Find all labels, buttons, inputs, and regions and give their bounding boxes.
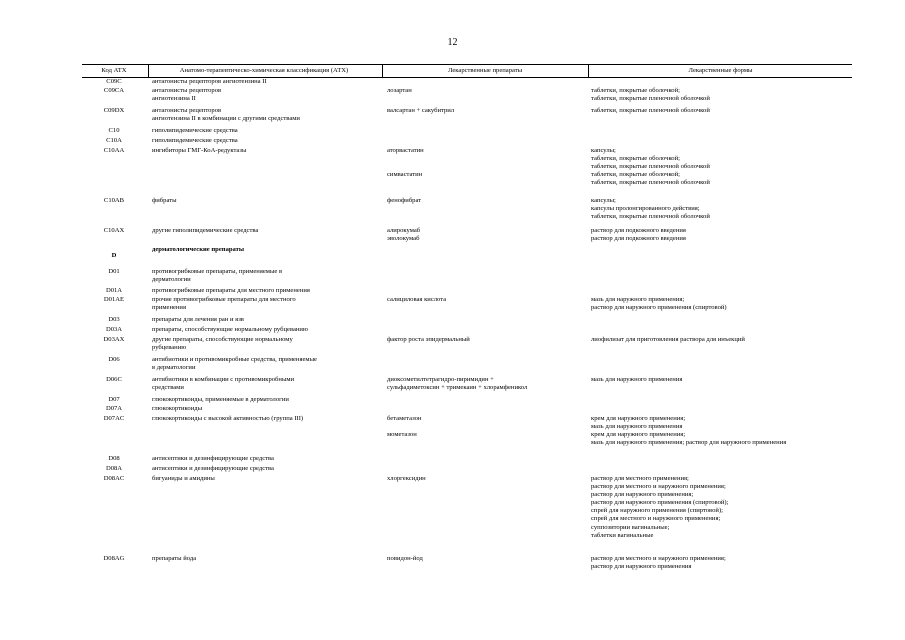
cell-drugs: [387, 147, 587, 179]
cell-line: повидон-йод: [387, 555, 423, 562]
cell-forms: [591, 296, 853, 312]
cell-line: дерматологии: [152, 276, 191, 284]
cell-line: препараты, способствующие нормальному рубцеванию: [152, 326, 308, 333]
cell-code: D06: [108, 356, 120, 363]
cell-line: мазь для наружного применения: [591, 376, 683, 383]
cell-code: D: [111, 252, 117, 259]
cell-drugs: [387, 227, 587, 243]
cell-line: антибиотики в комбинации с противомикробными: [152, 376, 295, 383]
cell-drugs: [387, 197, 587, 205]
cell-drugs: [387, 415, 587, 439]
cell-line: спрей для местного и наружного применения;: [591, 515, 721, 523]
cell-cls: [152, 147, 382, 155]
cell-code: C09CA: [103, 87, 125, 94]
cell-line: капсулы;: [591, 147, 616, 154]
cell-line: крем для наружного применения;: [591, 415, 686, 422]
cell-cls: [152, 137, 382, 145]
cell-line: раствор для местного применения;: [591, 475, 689, 482]
cell-line: мометазон: [387, 431, 417, 439]
cell-cls: [152, 396, 382, 404]
cell-line: таблетки, покрытые пленочной оболочкой: [591, 95, 710, 103]
cell-line: раствор для местного и наружного применения;: [591, 483, 726, 491]
cell-line: гиполипидемические средства: [152, 137, 238, 144]
cell-forms: [591, 555, 853, 571]
cell-line: другие препараты, способствующие нормальному: [152, 336, 293, 343]
cell-cls: [152, 376, 382, 392]
cell-line: мазь для наружного применения;: [591, 296, 685, 303]
cell-line: капсулы пролонгированного действия;: [591, 205, 700, 213]
cell-line: применения: [152, 304, 186, 312]
cell-line: дерматологические препараты: [152, 246, 245, 253]
cell-line: эволокумаб: [387, 235, 420, 243]
cell-code: D01: [108, 268, 120, 275]
cell-line: [387, 163, 587, 171]
cell-line: таблетки, покрытые оболочкой;: [591, 87, 680, 94]
cell-code: D01A: [105, 287, 123, 294]
cell-cls: [152, 78, 382, 86]
cell-code: C10AB: [103, 197, 125, 204]
cell-code: D06C: [106, 376, 122, 383]
cell-line: таблетки, покрытые пленочной оболочкой: [591, 107, 710, 114]
cell-line: таблетки, покрытые оболочкой;: [591, 155, 680, 163]
cell-line: антисептики и дезинфицирующие средства: [152, 455, 274, 462]
cell-drugs: [387, 336, 587, 344]
cell-line: фибраты: [152, 197, 177, 204]
cell-code: C10A: [106, 137, 122, 144]
cell-code: D08A: [105, 465, 123, 472]
cell-cls: [152, 465, 382, 473]
cell-line: глюкокортикоиды: [152, 405, 203, 412]
cell-line: антисептики и дезинфицирующие средства: [152, 465, 274, 472]
cell-line: таблетки, покрытые пленочной оболочкой: [591, 163, 710, 171]
cell-line: хлоргексидин: [387, 475, 426, 482]
cell-code: C10: [108, 127, 120, 134]
cell-line: раствор для наружного применения (спиртовой);: [591, 499, 729, 507]
cell-cls: [152, 405, 382, 413]
cell-cls: [152, 296, 382, 312]
cell-code: D07A: [105, 405, 123, 412]
cell-code: D08AC: [103, 475, 125, 482]
cell-cls: [152, 197, 382, 205]
header-forms: Лекарственные формы: [688, 67, 753, 74]
cell-cls: [152, 127, 382, 135]
cell-code: D03A: [105, 326, 123, 333]
cell-line: таблетки, покрытые пленочной оболочкой: [591, 179, 710, 187]
cell-forms: [591, 87, 853, 103]
cell-drugs: [387, 107, 587, 115]
cell-line: рубцеванию: [152, 344, 187, 352]
cell-line: раствор для местного и наружного применения;: [591, 555, 726, 562]
cell-line: противогрибковые препараты для местного применения: [152, 287, 310, 294]
cell-line: ангиотензина II в комбинации с другими средствами: [152, 115, 300, 123]
cell-line: раствор для подкожного введения: [591, 235, 686, 243]
cell-forms: [591, 336, 853, 344]
cell-cls: [152, 415, 382, 423]
cell-drugs: [387, 475, 587, 483]
cell-line: валсартан + сакубитрил: [387, 107, 455, 114]
cell-forms: [591, 147, 853, 187]
cell-cls: [152, 246, 382, 254]
cell-cls: [152, 287, 382, 295]
cell-line: антибиотики и противомикробные средства, применяемые: [152, 356, 317, 363]
cell-forms: [591, 197, 853, 221]
cell-forms: [591, 475, 853, 540]
cell-line: салициловая кислота: [387, 296, 447, 303]
cell-code: D07AC: [103, 415, 125, 422]
cell-code: C09C: [106, 78, 122, 85]
cell-line: средствами: [152, 384, 184, 392]
cell-cls: [152, 326, 382, 334]
cell-drugs: [387, 376, 587, 392]
cell-line: препараты для лечения ран и язв: [152, 316, 244, 323]
cell-drugs: [387, 87, 587, 95]
cell-code: D08: [108, 455, 120, 462]
cell-line: бигуаниды и амидины: [152, 475, 215, 482]
header-classification: Анатомо-терапевтическо-химическая классификация (АТХ): [179, 67, 349, 74]
cell-line: таблетки вагинальные: [591, 531, 654, 539]
cell-line: препараты йода: [152, 555, 197, 562]
cell-code: D01AE: [103, 296, 125, 303]
cell-line: другие гиполипидемические средства: [152, 227, 259, 234]
cell-cls: [152, 268, 382, 284]
cell-forms: [591, 415, 853, 447]
cell-cls: [152, 87, 382, 103]
cell-code: D07: [108, 396, 120, 403]
cell-line: лиофилизат для приготовления раствора для инъекций: [591, 336, 745, 343]
cell-line: [387, 155, 587, 163]
cell-line: гиполипидемические средства: [152, 127, 238, 134]
cell-line: глюкокортикоиды с высокой активностью (группа III): [152, 415, 304, 422]
cell-cls: [152, 455, 382, 463]
cell-line: глюкокортикоиды, применяемые в дерматологии: [152, 396, 289, 403]
cell-line: крем для наружного применения;: [591, 431, 686, 439]
cell-forms: [591, 107, 853, 115]
cell-line: бетаметазон: [387, 415, 422, 422]
cell-line: раствор для наружного применения: [591, 563, 692, 571]
cell-cls: [152, 107, 382, 123]
cell-line: аторвастатин: [387, 147, 424, 154]
page-number: 12: [447, 37, 458, 48]
cell-line: в дерматологии: [152, 364, 196, 372]
cell-line: противогрибковые препараты, применяемые в: [152, 268, 283, 275]
cell-line: раствор для наружного применения (спиртовой): [591, 304, 727, 312]
cell-line: прочие противогрибковые препараты для местного: [152, 296, 296, 303]
header-code: Код АТХ: [101, 67, 127, 74]
cell-line: таблетки, покрытые оболочкой;: [591, 171, 680, 179]
cell-line: [387, 423, 587, 431]
cell-cls: [152, 555, 382, 563]
cell-forms: [591, 376, 853, 384]
cell-line: таблетки, покрытые пленочной оболочкой: [591, 213, 710, 221]
cell-line: ингибиторы ГМГ-КоА-редуктазы: [152, 147, 247, 154]
cell-cls: [152, 336, 382, 352]
cell-line: мазь для наружного применения: [591, 423, 683, 431]
cell-code: D08AG: [103, 555, 125, 562]
cell-line: симвастатин: [387, 171, 423, 179]
cell-drugs: [387, 555, 587, 563]
cell-cls: [152, 227, 382, 235]
cell-code: C09DX: [103, 107, 125, 114]
cell-line: фенофибрат: [387, 197, 422, 204]
cell-line: сульфадиметоксин + тримекаин + хлорамфеникол: [387, 384, 528, 392]
cell-cls: [152, 475, 382, 483]
cell-cls: [152, 356, 382, 372]
cell-line: антагонисты рецепторов: [152, 87, 222, 94]
cell-line: раствор для подкожного введения: [591, 227, 686, 234]
cell-line: алирокумаб: [387, 227, 421, 234]
cell-code: C10AX: [103, 227, 125, 234]
cell-line: лозартан: [387, 87, 412, 94]
cell-line: фактор роста эпидермальный: [387, 336, 470, 343]
cell-code: C10AA: [103, 147, 125, 154]
cell-line: диоксометилтетрагидро-пиримидин +: [387, 376, 494, 383]
cell-line: антагонисты рецепторов ангиотензина II: [152, 78, 267, 85]
cell-line: спрей для наружного применения (спиртовой);: [591, 507, 723, 515]
cell-drugs: [387, 296, 587, 304]
cell-line: раствор для наружного применения;: [591, 491, 694, 499]
cell-code: D03: [108, 316, 120, 323]
cell-forms: [591, 227, 853, 243]
cell-line: суппозитории вагинальные;: [591, 523, 670, 531]
cell-line: ангиотензина II: [152, 95, 196, 103]
cell-line: мазь для наружного применения; раствор для наружного применения: [591, 439, 787, 447]
cell-cls: [152, 316, 382, 324]
header-drugs: Лекарственные препараты: [447, 67, 523, 74]
cell-line: капсулы;: [591, 197, 616, 204]
cell-code: D03AX: [103, 336, 125, 343]
cell-line: антагонисты рецепторов: [152, 107, 222, 114]
